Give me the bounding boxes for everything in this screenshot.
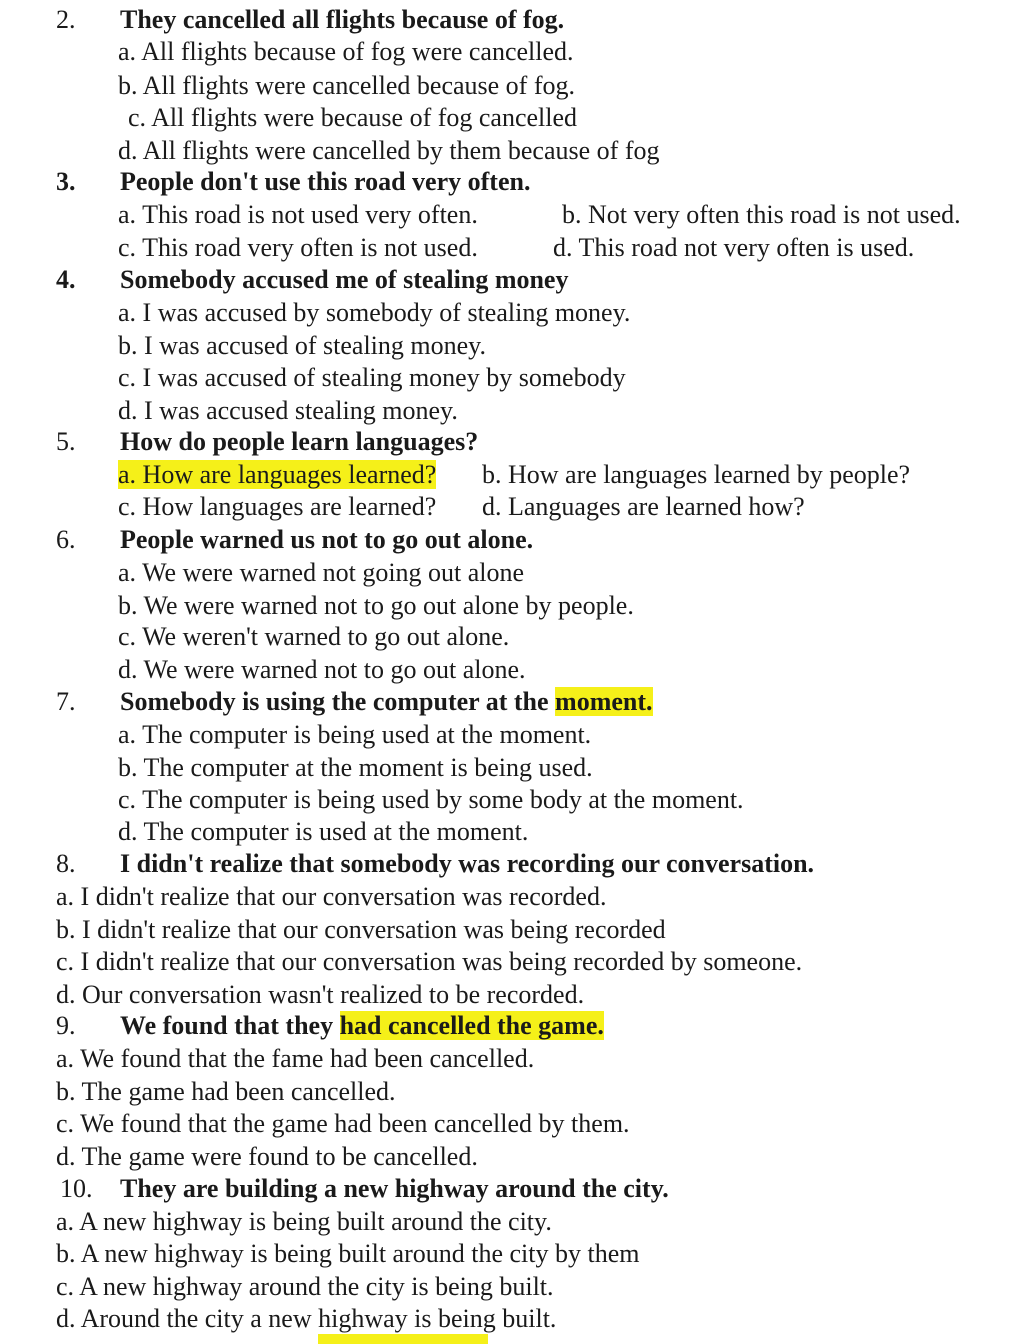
option-9a: a. We found that the fame had been cancelled. — [56, 1044, 535, 1073]
question-number: 5. — [56, 427, 76, 456]
question-prompt — [120, 686, 653, 718]
option-7a: a. The computer is being used at the moment. — [118, 720, 592, 749]
highlighted-text: had cancelled the game. — [339, 1011, 604, 1040]
option-4a: a. I was accused by somebody of stealing money. — [118, 298, 631, 327]
option-6b: b. We were warned not to go out alone by people. — [118, 591, 634, 620]
question-number: 10. — [60, 1174, 93, 1203]
question-number: 3. — [56, 167, 76, 196]
option-3d: d. This road not very often is used. — [553, 233, 915, 262]
option-2c: c. All flights were because of fog cancelled — [128, 103, 578, 132]
option-10a: a. A new highway is being built around the city. — [56, 1207, 552, 1236]
option-8c: c. I didn't realize that our conversation was being recorded by someone. — [56, 947, 803, 976]
highlighted-answer: a. How are languages learned? — [118, 460, 437, 489]
option-9b: b. The game had been cancelled. — [56, 1077, 396, 1106]
option-5d: d. Languages are learned how? — [482, 492, 805, 521]
question-number: 7. — [56, 687, 76, 716]
question-number: 8. — [56, 849, 76, 878]
option-5a — [118, 459, 436, 491]
option-10c: c. A new highway around the city is being built. — [56, 1272, 554, 1301]
option-6c: c. We weren't warned to go out alone. — [118, 622, 510, 651]
option-8a: a. I didn't realize that our conversation was recorded. — [56, 882, 607, 911]
question-prompt — [120, 1010, 604, 1042]
question-prompt: They cancelled all flights because of fog. — [120, 5, 565, 34]
option-4b: b. I was accused of stealing money. — [118, 331, 486, 360]
prompt-text: We found that they — [120, 1011, 340, 1040]
option-2a: a. All flights because of fog were cancelled. — [118, 37, 574, 66]
highlighted-text: moment. — [555, 687, 653, 716]
question-prompt: How do people learn languages? — [120, 427, 479, 456]
option-9d: d. The game were found to be cancelled. — [56, 1142, 478, 1171]
option-4c: c. I was accused of stealing money by somebody — [118, 363, 626, 392]
question-prompt: Somebody accused me of stealing money — [120, 265, 569, 294]
option-2b: b. All flights were cancelled because of fog. — [118, 71, 575, 100]
question-number: 4. — [56, 265, 76, 294]
option-7d: d. The computer is used at the moment. — [118, 817, 529, 846]
option-8d: d. Our conversation wasn't realized to be recorded. — [56, 980, 585, 1009]
option-4d: d. I was accused stealing money. — [118, 396, 458, 425]
option-8b: b. I didn't realize that our conversation was being recorded — [56, 915, 666, 944]
question-number: 2. — [56, 5, 76, 34]
prompt-text: Somebody is using the computer at the — [120, 687, 556, 716]
option-5b: b. How are languages learned by people? — [482, 460, 911, 489]
option-7c: c. The computer is being used by some body at the moment. — [118, 785, 744, 814]
cutoff-highlight — [318, 1334, 488, 1344]
question-number: 6. — [56, 525, 76, 554]
option-10b: b. A new highway is being built around the city by them — [56, 1239, 640, 1268]
option-3c: c. This road very often is not used. — [118, 233, 478, 262]
option-6d: d. We were warned not to go out alone. — [118, 655, 526, 684]
question-prompt: People don't use this road very often. — [120, 167, 531, 196]
option-2d: d. All flights were cancelled by them because of fog — [118, 136, 660, 165]
option-3b: b. Not very often this road is not used. — [562, 200, 961, 229]
option-6a: a. We were warned not going out alone — [118, 558, 525, 587]
question-prompt: They are building a new highway around the city. — [120, 1174, 669, 1203]
question-number: 9. — [56, 1011, 76, 1040]
question-prompt: People warned us not to go out alone. — [120, 525, 534, 554]
question-prompt: I didn't realize that somebody was recording our conversation. — [120, 849, 815, 878]
option-10d: d. Around the city a new highway is being built. — [56, 1304, 557, 1333]
option-5c: c. How languages are learned? — [118, 492, 437, 521]
option-9c: c. We found that the game had been cancelled by them. — [56, 1109, 630, 1138]
option-3a: a. This road is not used very often. — [118, 200, 478, 229]
option-7b: b. The computer at the moment is being used. — [118, 753, 593, 782]
